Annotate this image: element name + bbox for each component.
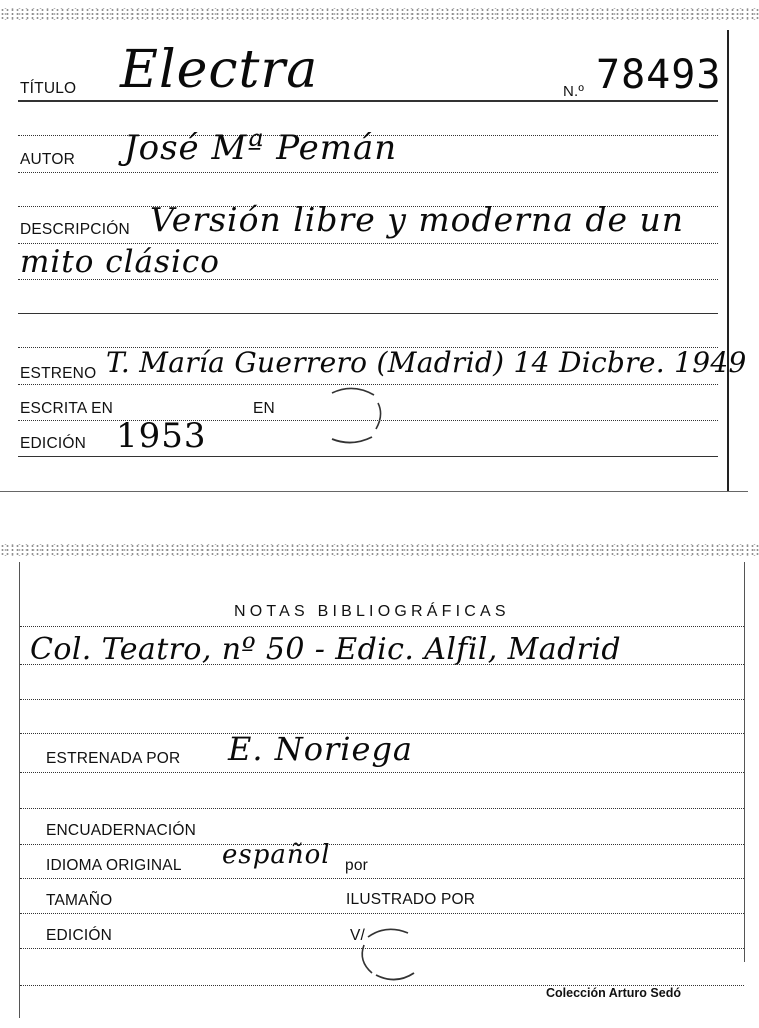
estreno-label: ESTRENO [20, 365, 97, 382]
en-label: EN [253, 400, 275, 417]
idioma-original-label: IDIOMA ORIGINAL [46, 857, 182, 874]
autor-label: AUTOR [20, 151, 75, 168]
edicion-back-label: EDICIÓN [46, 927, 112, 944]
descripcion-label: DESCRIPCIÓN [20, 221, 130, 238]
rule-line [18, 313, 718, 314]
notas-value: Col. Teatro, nº 50 - Edic. Alfil, Madrid [30, 632, 622, 667]
escrita-en-label: ESCRITA EN [20, 400, 114, 417]
card-right-border [727, 30, 729, 492]
rule-line [20, 878, 744, 879]
rule-line [20, 808, 744, 809]
numero-value: 78493 [596, 52, 722, 98]
embossed-seal [356, 925, 424, 981]
idioma-original-value: español [222, 840, 331, 870]
rule-line [20, 626, 744, 627]
titulo-value: Electra [120, 40, 319, 100]
rule-line [20, 699, 744, 700]
rule-line [18, 100, 718, 102]
titulo-label: TÍTULO [20, 80, 77, 97]
notas-title: NOTAS BIBLIOGRÁFICAS [234, 603, 510, 620]
card-left-border [19, 562, 20, 1018]
numero-label: N.º [563, 83, 585, 100]
rule-line [18, 172, 718, 173]
catalog-card-front [0, 0, 759, 492]
card-right-border [744, 562, 745, 962]
por-label: por [345, 857, 369, 874]
ilustrado-por-label: ILUSTRADO POR [346, 891, 476, 908]
estrenada-por-value: E. Noriega [228, 730, 413, 768]
estreno-value: T. María Guerrero (Madrid) 14 Dicbre. 1949 [106, 346, 747, 379]
estrenada-por-label: ESTRENADA POR [46, 750, 181, 767]
catalog-card-back [0, 540, 759, 1028]
tamano-label: TAMAÑO [46, 892, 113, 909]
encuadernacion-label: ENCUADERNACIÓN [46, 822, 197, 839]
edicion-label: EDICIÓN [20, 435, 86, 452]
v-label: V/ [350, 927, 366, 944]
card-top-edge [0, 544, 759, 556]
edicion-value: 1953 [116, 416, 207, 456]
collection-footer: Colección Arturo Sedó [546, 986, 681, 1000]
card-bottom-edge [0, 491, 748, 492]
descripcion-line2: mito clásico [20, 244, 220, 280]
rule-line [20, 913, 744, 914]
descripcion-line1: Versión libre y moderna de un [150, 200, 685, 239]
rule-line [18, 456, 718, 457]
rule-line [20, 844, 744, 845]
autor-value: José Mª Pemán [124, 128, 398, 168]
card-top-edge [0, 8, 759, 20]
rule-line [20, 772, 744, 773]
embossed-seal [318, 385, 388, 447]
